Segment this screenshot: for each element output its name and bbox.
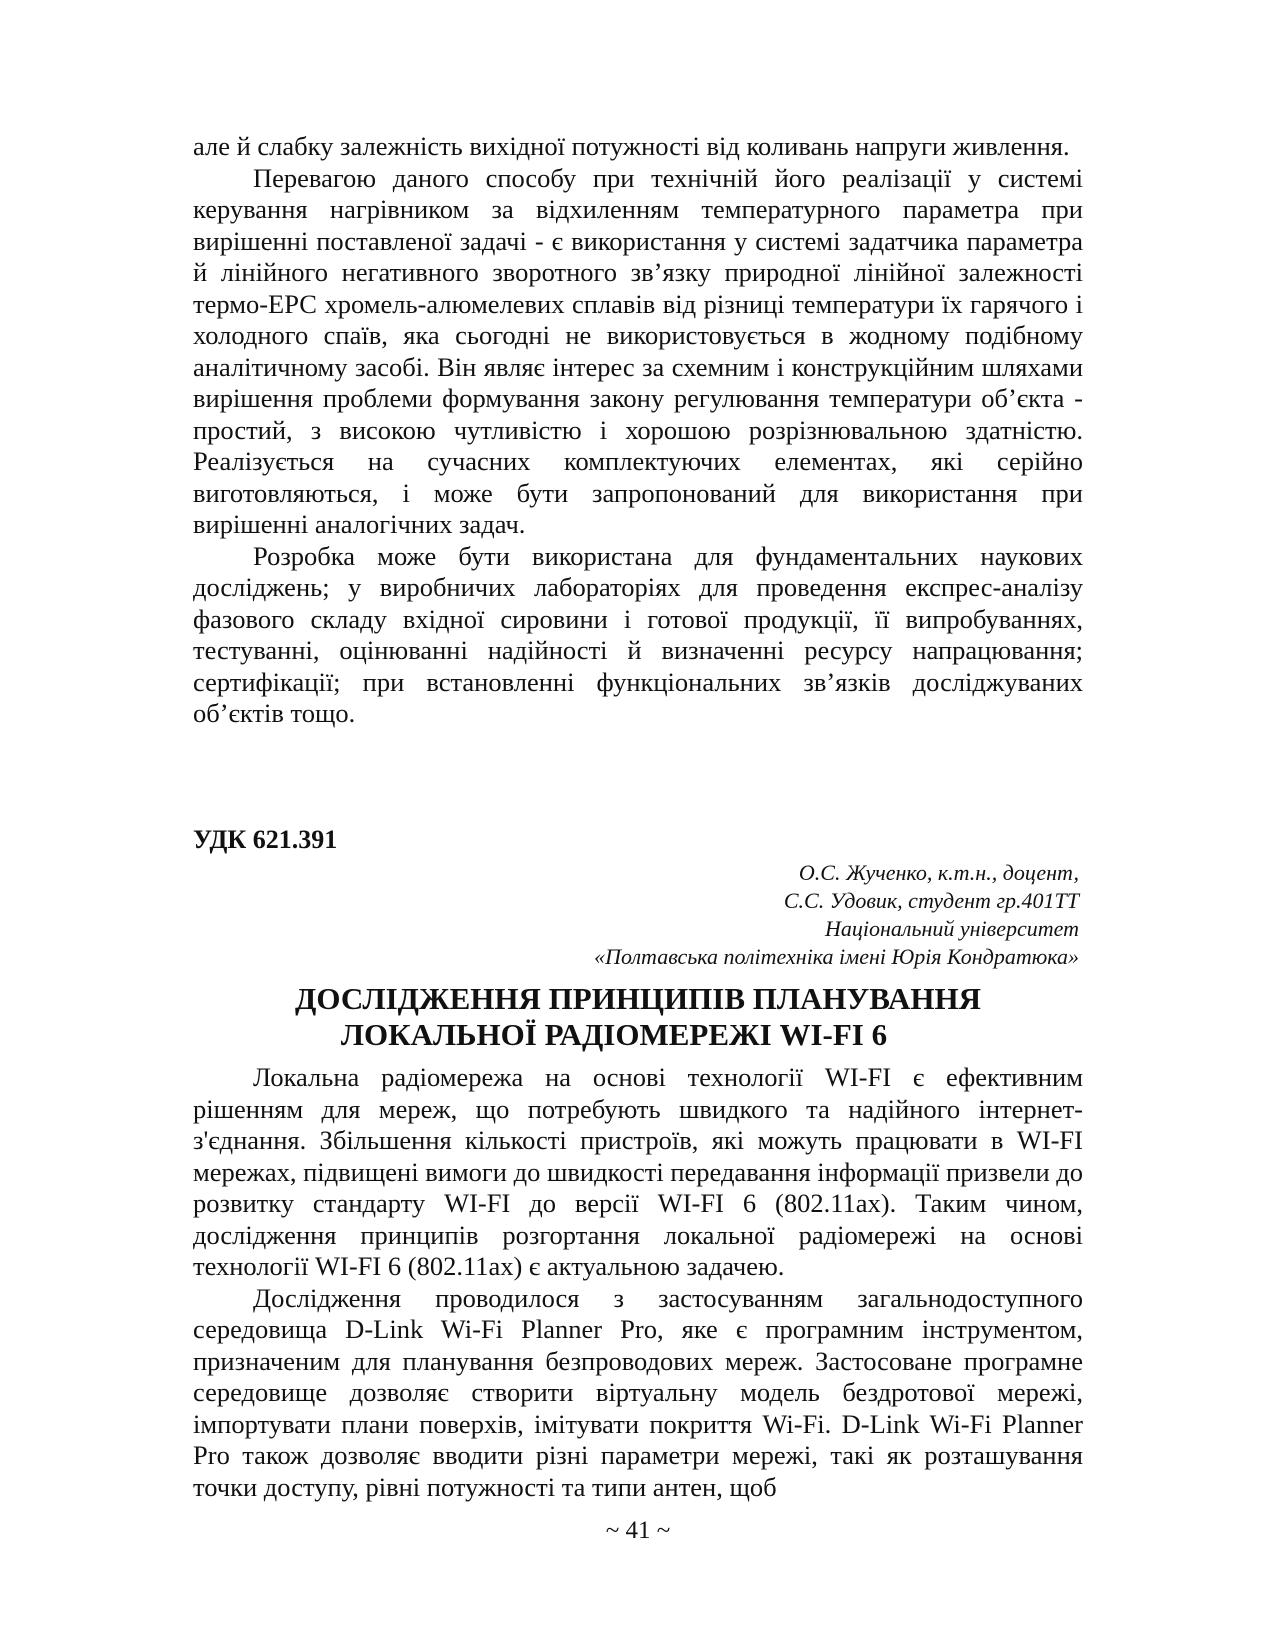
affiliation-line-2: «Полтавська політехніка імені Юрія Кондратюка» xyxy=(594,944,1079,969)
udk-code: УДК 621.391 xyxy=(193,825,338,854)
author-block xyxy=(594,859,1079,971)
title-line-2: ЛОКАЛЬНОЇ РАДІОМЕРЕЖІ WI-FI 6 xyxy=(340,1017,888,1052)
paragraph-continuation: але й слабку залежність вихідної потужності від коливань напруги живлення. xyxy=(193,131,1070,161)
author-line-2: С.С. Удовик, студент гр.401ТТ xyxy=(783,888,1079,913)
article-title xyxy=(193,981,1083,1053)
author-line-1: О.С. Жученко, к.т.н., доцент, xyxy=(798,860,1079,885)
document-page xyxy=(193,131,1083,1621)
paragraph-application: Розробка може бути використана для фундаментальних наукових досліджень; у виробничих лабораторіях для проведення експрес-аналізу фазового складу вхідної сировини і готової продукції, її випробуваннях, тестуванні, оцінюванні надійності й визначенні ресурсу напрацювання; сертифікації; при встановленні функціональних зв’язків досліджуваних об’єктів тощо. xyxy=(193,540,1083,728)
article-body xyxy=(193,1062,1083,1503)
paragraph-research: Дослідження проводилося з застосуванням загальнодоступного середовища D-Link Wi-Fi Planner Pro, яке є програмним інструментом, призначеним для планування безпроводових мереж. Застосоване програмне середовище дозволяє створити віртуальну модель бездротової мережі, імпортувати плани поверхів, імітувати покриття Wi-Fi. D-Link Wi-Fi Planner Pro також дозволяє вводити різні параметри мережі, такі як розташування точки доступу, рівні потужності та типи антен, щоб xyxy=(193,1282,1083,1502)
paragraph-advantage: Перевагою даного способу при технічній його реалізації у системі керування нагрівником за відхиленням температурного параметра при вирішенні поставленої задачі - є використання у системі задатчика параметра й лінійного негативного зворотного зв’язку природної лінійної залежності термо-ЕРС хромель-алюмелевих сплавів від різниці температури їх гарячого і холодного спаїв, яка сьогодні не використовується в жодному подібному аналітичному засобі. Він являє інтерес за схемним і конструкційним шляхами вирішення проблеми формування закону регулювання температури об’єкта - простий, з високою чутливістю і хорошою розрізнювальною здатністю. Реалізується на сучасних комплектуючих елементах, які серійно виготовляються, і може бути запропонований для використання при вирішенні аналогічних задач. xyxy=(193,162,1083,539)
page-number: ~ 41 ~ xyxy=(605,1517,671,1544)
title-line-1: ДОСЛІДЖЕННЯ ПРИНЦИПІВ ПЛАНУВАННЯ xyxy=(295,981,981,1016)
previous-article-ending xyxy=(193,131,1083,730)
paragraph-intro: Локальна радіомережа на основі технології WI-FI є ефективним рішенням для мереж, що потребують швидкого та надійного інтернет-з'єднання. Збільшення кількості пристроїв, які можуть працювати в WI-FI мережах, підвищені вимоги до швидкості передавання інформації призвели до розвитку стандарту WI-FI до версії WI-FI 6 (802.11ax). Таким чином, дослідження принципів розгортання локальної радіомережі на основі технології WI-FI 6 (802.11ax) є актуальною задачею. xyxy=(193,1062,1083,1281)
affiliation-line-1: Національний університет xyxy=(824,916,1079,941)
